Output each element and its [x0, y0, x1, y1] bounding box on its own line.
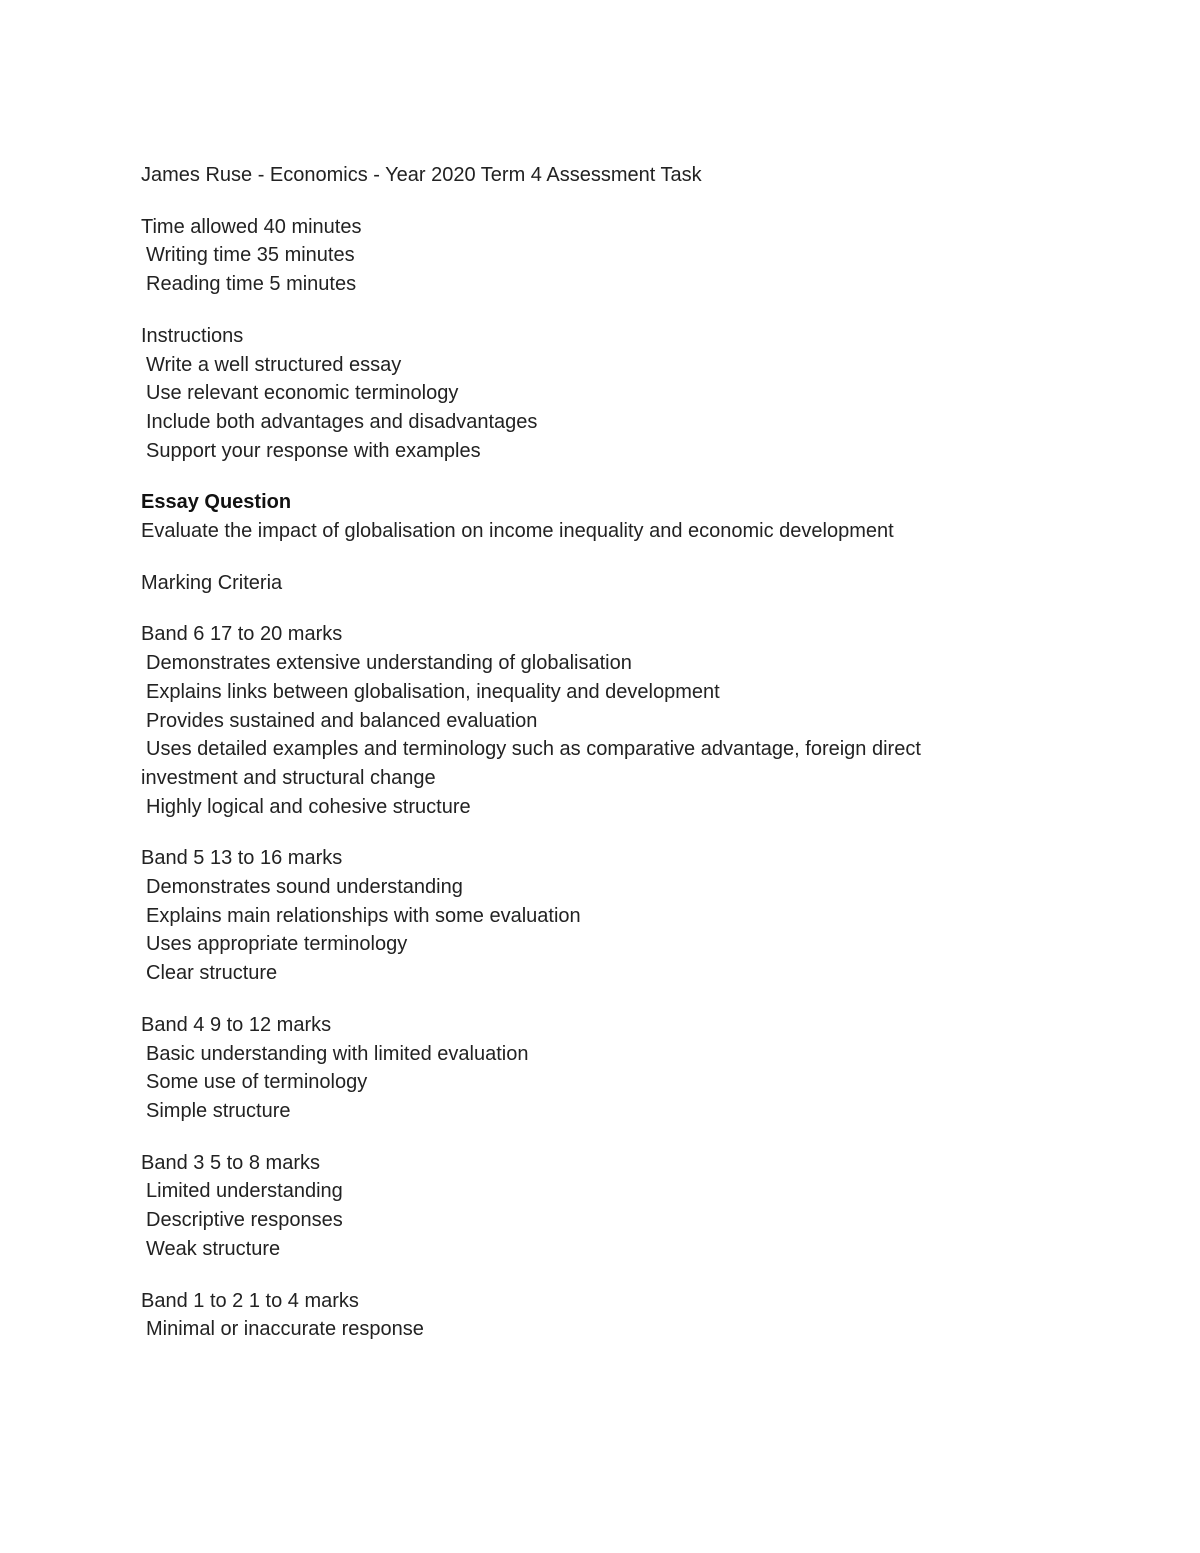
instruction-item: Use relevant economic terminology [146, 382, 459, 405]
document-title: James Ruse - Economics - Year 2020 Term 4 Assessment Task [141, 164, 702, 186]
band-criterion: Uses appropriate terminology [146, 933, 408, 956]
band-criterion: Weak structure [146, 1237, 281, 1260]
essay-question: Evaluate the impact of globalisation on income inequality and economic development [141, 520, 894, 543]
instructions-heading: Instructions [141, 324, 244, 347]
spacer [141, 597, 1021, 620]
band-label: Band 1 to 2 1 to 4 marks [141, 1289, 359, 1312]
band-label: Band 3 5 to 8 marks [141, 1151, 320, 1174]
band-criterion [141, 735, 1021, 792]
instruction-item: Support your response with examples [146, 439, 481, 462]
band-criterion: Explains main relationships with some evaluation [146, 904, 581, 927]
band-criterion: Basic understanding with limited evaluation [146, 1042, 529, 1065]
spacer [141, 299, 1021, 322]
instruction-item: Write a well structured essay [146, 353, 402, 376]
time-allowed: Time allowed 40 minutes [141, 215, 362, 238]
spacer [141, 821, 1021, 844]
band-criterion: Demonstrates extensive understanding of globalisation [146, 652, 632, 675]
marking-criteria-heading: Marking Criteria [141, 571, 283, 594]
band-criterion: Simple structure [146, 1099, 291, 1122]
band-criterion: Highly logical and cohesive structure [146, 795, 471, 818]
spacer [141, 546, 1021, 569]
spacer [141, 1126, 1021, 1149]
spacer [141, 988, 1021, 1011]
instruction-item: Include both advantages and disadvantages [146, 410, 538, 433]
spacer [141, 465, 1021, 488]
band-criterion: Descriptive responses [146, 1209, 343, 1232]
spacer [141, 190, 1021, 213]
band-criterion: Clear structure [146, 962, 278, 985]
band-label: Band 5 13 to 16 marks [141, 847, 343, 870]
spacer [141, 1264, 1021, 1287]
band-criterion: Explains links between globalisation, inequality and development [146, 680, 720, 703]
band-criterion: Demonstrates sound understanding [146, 876, 463, 899]
band-label: Band 4 9 to 12 marks [141, 1013, 332, 1036]
band-criterion-text: Uses detailed examples and terminology such as comparative advantage, foreign direct investment and structural change [141, 738, 927, 789]
document-page [141, 161, 1021, 1344]
band-criterion: Limited understanding [146, 1180, 343, 1203]
essay-heading: Essay Question [141, 491, 292, 514]
band-criterion: Some use of terminology [146, 1071, 368, 1094]
band-criterion: Provides sustained and balanced evaluation [146, 709, 538, 732]
reading-time: Reading time 5 minutes [146, 273, 357, 296]
band-criterion: Minimal or inaccurate response [146, 1318, 424, 1341]
band-label: Band 6 17 to 20 marks [141, 623, 343, 646]
writing-time: Writing time 35 minutes [146, 244, 355, 267]
